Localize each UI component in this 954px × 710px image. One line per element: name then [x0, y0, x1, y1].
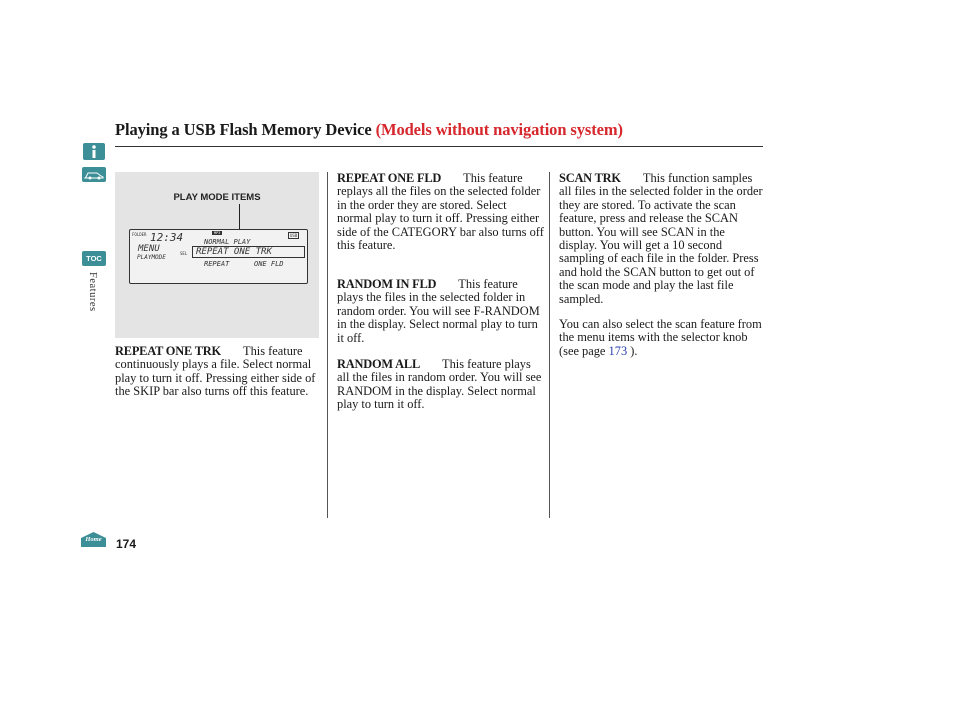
- info-icon[interactable]: [83, 143, 105, 160]
- para-repeat-one-fld: [337, 172, 544, 252]
- title-main: Playing a USB Flash Memory Device: [115, 120, 372, 139]
- section-label: Features: [87, 272, 98, 312]
- desc-repeat-one-fld: This feature replays all the files on the selected folder in the order they are stored. Select normal play to turn it off. Pressing either side of the CATEGORY bar also turns off this feature.: [337, 171, 544, 253]
- lcd-sel: SEL: [180, 251, 188, 256]
- lcd-playmode: PLAYMODE: [137, 254, 166, 261]
- lcd-folder: FOLDER: [132, 232, 147, 237]
- lcd-clock: 12:34: [150, 231, 184, 244]
- desc-scan-menu-end: ).: [630, 343, 638, 358]
- desc-random-all: This feature plays all the files in random order. You will see RANDOM in the display. Select normal play to turn it off.: [337, 357, 542, 412]
- title-qualifier: (Models without navigation system): [375, 120, 623, 139]
- lcd-repeat: REPEAT: [204, 260, 230, 268]
- desc-repeat-one-trk: This feature continuously plays a file. Select normal play to turn it off. Pressing either side of the SKIP bar also turns off this feature.: [115, 344, 316, 399]
- page-number: 174: [116, 537, 137, 551]
- term-random-all: RANDOM ALL: [337, 357, 421, 371]
- home-button[interactable]: [80, 531, 107, 548]
- para-scan-trk: [559, 172, 764, 306]
- term-random-in-fld: RANDOM IN FLD: [337, 277, 437, 291]
- column-divider: [327, 172, 328, 518]
- desc-scan-trk: This function samples all files in the selected folder in the order they are stored. To activate the scan feature, press and release the SCAN button. You will see SCAN in the display. You will get a 10 second sampling of each file in the folder. Press and hold the SCAN button to get out of the scan mode and play the last file sampled.: [559, 171, 763, 306]
- toc-button[interactable]: TOC: [82, 251, 106, 266]
- lcd-usb: USB: [290, 233, 298, 238]
- home-label: Home: [85, 536, 102, 543]
- para-random-in-fld: [337, 278, 544, 345]
- term-repeat-one-fld: REPEAT ONE FLD: [337, 171, 442, 185]
- play-mode-figure: [115, 172, 319, 338]
- para-scan-menu: [559, 318, 764, 358]
- lcd-display: [129, 229, 308, 284]
- desc-scan-menu: You can also select the scan feature from the menu items with the selector knob (see page: [559, 317, 762, 358]
- lcd-one-fld: ONE FLD: [254, 260, 284, 268]
- para-random-all: [337, 358, 544, 412]
- column-divider: [549, 172, 550, 518]
- lcd-mp3: MP3: [214, 231, 221, 235]
- car-icon[interactable]: [82, 167, 106, 182]
- lcd-normal-play: NORMAL PLAY: [204, 238, 251, 246]
- term-scan-trk: SCAN TRK: [559, 171, 621, 185]
- term-repeat-one-trk: REPEAT ONE TRK: [115, 344, 221, 358]
- page-title: [115, 120, 623, 140]
- para-repeat-one-trk: [115, 345, 317, 399]
- header-rule: [115, 146, 763, 147]
- lcd-menu: MENU: [138, 244, 160, 254]
- lcd-selected-item: REPEAT ONE TRK: [192, 246, 305, 258]
- figure-label: PLAY MODE ITEMS: [173, 192, 261, 203]
- desc-random-in-fld: This feature plays the files in the selected folder in random order. You will see F-RANDOM in the display. Select normal play to turn it off.: [337, 277, 540, 345]
- page-link-173[interactable]: 173: [608, 343, 628, 358]
